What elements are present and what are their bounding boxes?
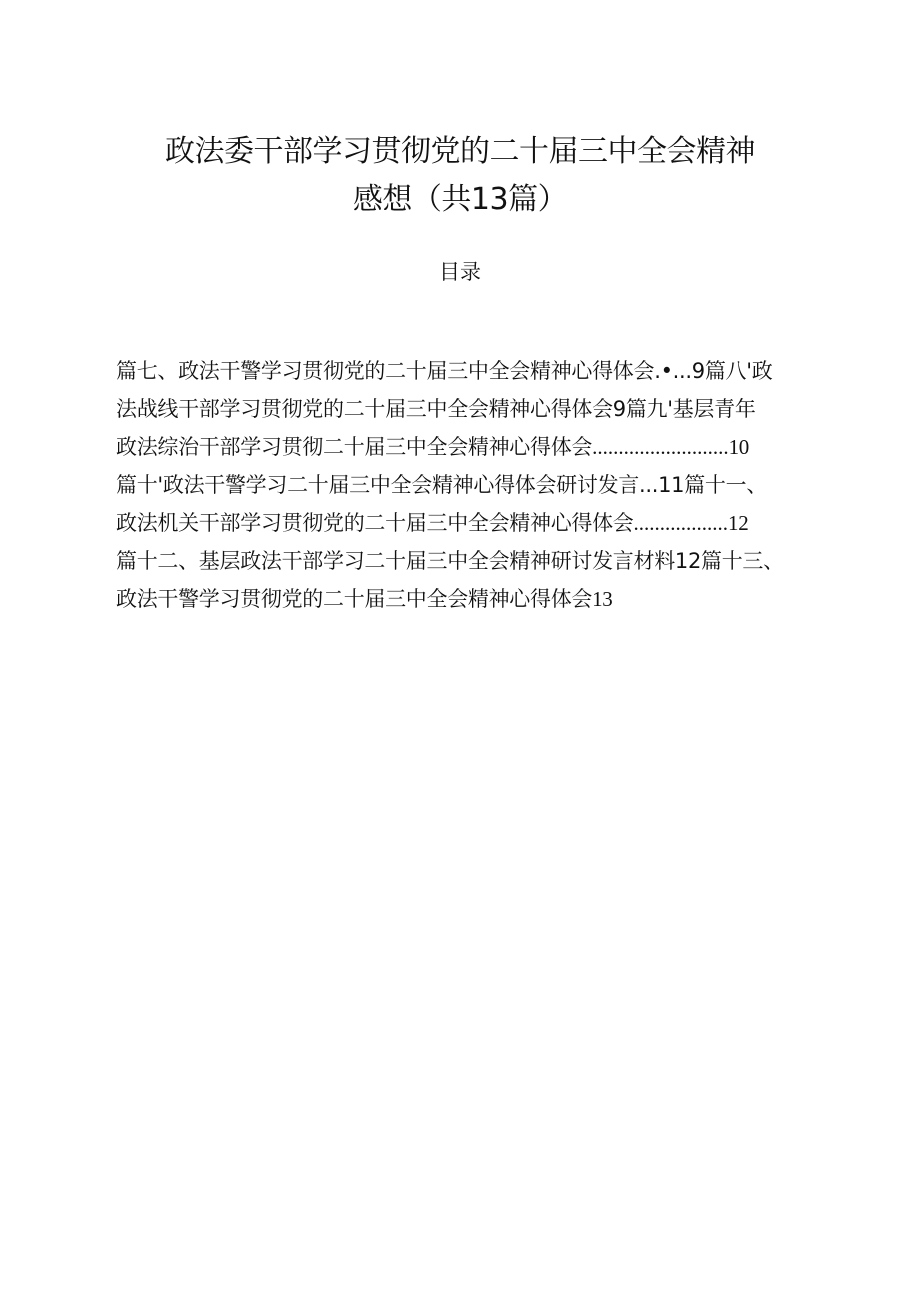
toc-line (116, 466, 856, 504)
toc-line (116, 352, 856, 390)
toc-page-number: 12 (728, 511, 749, 535)
toc-page-number: 10 (728, 435, 750, 459)
toc-page-number: 13 (592, 587, 613, 611)
toc-line-text: 篇十二、基层政法干部学习二十届三中全会精神研讨发言材料12篇十三、 (116, 549, 784, 573)
toc-line-text: 篇七、政法干警学习贯彻党的二十届三中全会精神心得体会.•...9篇八'政 (116, 359, 773, 383)
toc-heading: 目录 (439, 260, 481, 284)
toc-line (116, 504, 856, 542)
table-of-contents (116, 352, 856, 618)
toc-leader-dots: .................. (633, 511, 728, 535)
toc-line-text: 政法机关干部学习贯彻党的二十届三中全会精神心得体会 (116, 511, 634, 535)
toc-line (116, 580, 856, 618)
toc-line-text: 法战线干部学习贯彻党的二十届三中全会精神心得体会9篇九'基层青年 (116, 397, 756, 421)
toc-line-text: 政法干警学习贯彻党的二十届三中全会精神心得体会 (116, 587, 593, 611)
toc-line (116, 390, 856, 428)
toc-line (116, 542, 856, 580)
toc-line-text: 政法综治干部学习贯彻二十届三中全会精神心得体会 (116, 435, 593, 459)
toc-leader-dots: .......................... (592, 435, 729, 459)
document-title-line-2: 感想（共13篇） (352, 182, 568, 217)
toc-line (116, 428, 856, 466)
toc-line-text: 篇十'政法干警学习二十届三中全会精神心得体会研讨发言...11篇十一、 (116, 473, 768, 497)
document-title-line-1: 政法委干部学习贯彻党的二十届三中全会精神 (165, 134, 755, 169)
